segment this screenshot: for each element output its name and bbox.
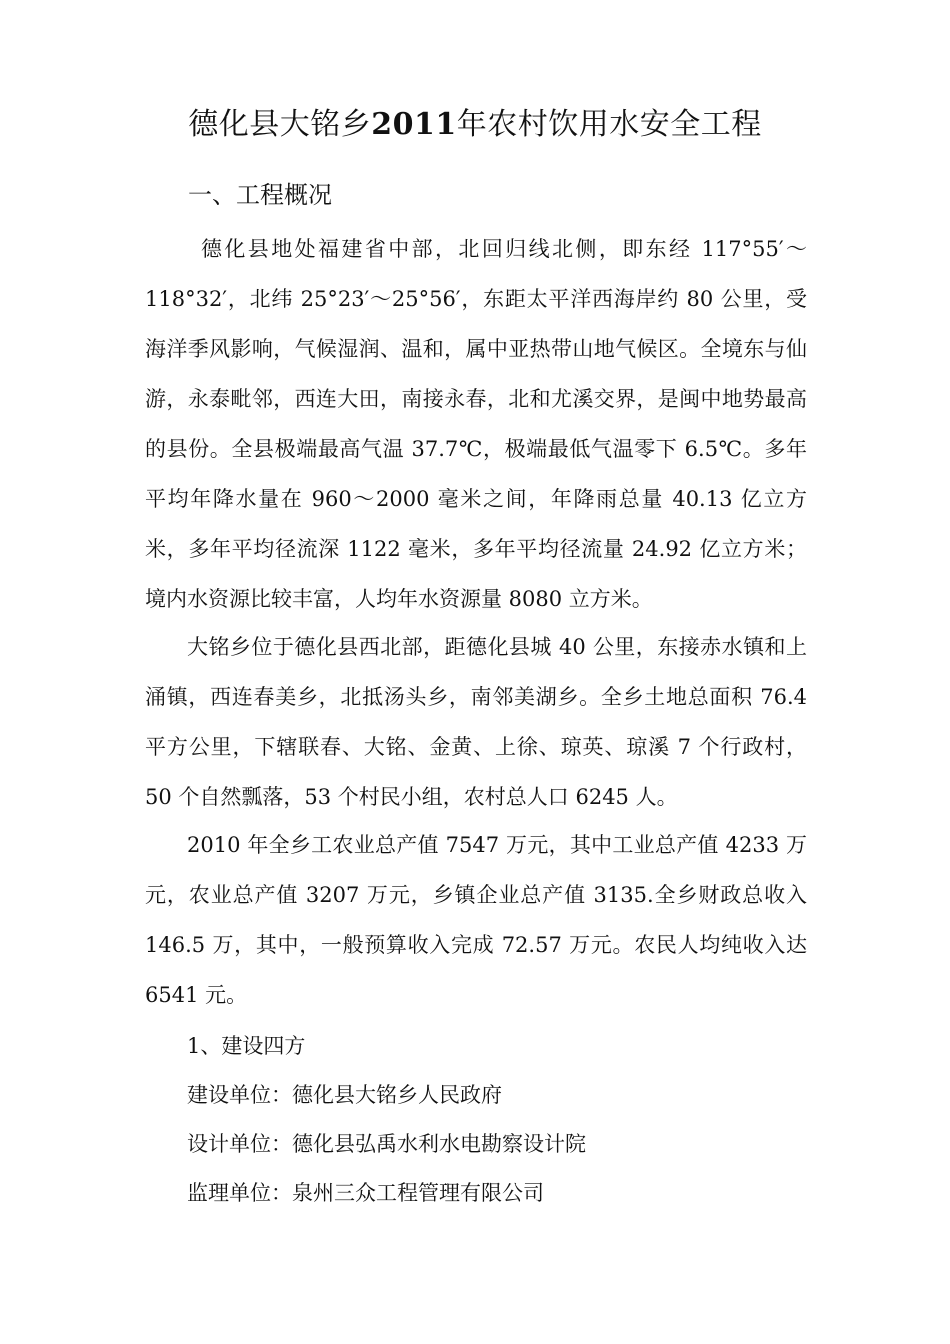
paragraph-township: 大铭乡位于德化县西北部，距德化县城 40 公里，东接赤水镇和上涌镇，西连春美乡，北抵汤头乡，南邻美湖乡。全乡土地总面积 76.4 平方公里，下辖联春、大铭、金黄、上徐、琼英、琼溪 7 个行政村，50 个自然瓢落，53 个村民小组，农村总人口 6245 人。 <box>145 635 807 809</box>
party-design-unit: 设计单位：德化县弘禹水利水电勘察设计院 <box>187 1132 586 1156</box>
paragraph-geography: 德化县地处福建省中部，北回归线北侧，即东经 117°55′～118°32′，北纬 25°23′～25°56′，东距太平洋西海岸约 80 公里，受海洋季风影响，气候湿润、温和，属中亚热带山地气候区。全境东与仙游，永泰毗邻，西连大田，南接永春，北和尤溪交界，是闽中地势最高的县份。全县极端最高气温 37.7℃，极端最低气温零下 6.5℃。多年平均年降水量在 960～2000 毫米之间，年降雨总量 40.13 亿立方米，多年平均径流深 1122 毫米，多年平均径流量 24.92 亿立方米；境内水资源比较丰富，人均年水资源量 8080 立方米。 <box>145 237 807 611</box>
party-supervision-unit: 监理单位：泉州三众工程管理有限公司 <box>187 1181 544 1205</box>
title-prefix: 德化县大铭乡 <box>188 107 372 142</box>
section-heading: 一、工程概况 <box>188 181 332 209</box>
document-title <box>0 100 950 150</box>
title-year: 2011 <box>371 107 457 142</box>
paragraph-economy: 2010 年全乡工农业总产值 7547 万元，其中工业总产值 4233 万元，农业总产值 3207 万元，乡镇企业总产值 3135.全乡财政总收入 146.5 万，其中，一般预算收入完成 72.57 万元。农民人均纯收入达 6541 元。 <box>145 833 807 1007</box>
title-suffix: 年农村饮用水安全工程 <box>456 107 762 142</box>
party-construction-unit: 建设单位：德化县大铭乡人民政府 <box>187 1083 502 1107</box>
subsection-heading: 1、建设四方 <box>187 1034 306 1058</box>
